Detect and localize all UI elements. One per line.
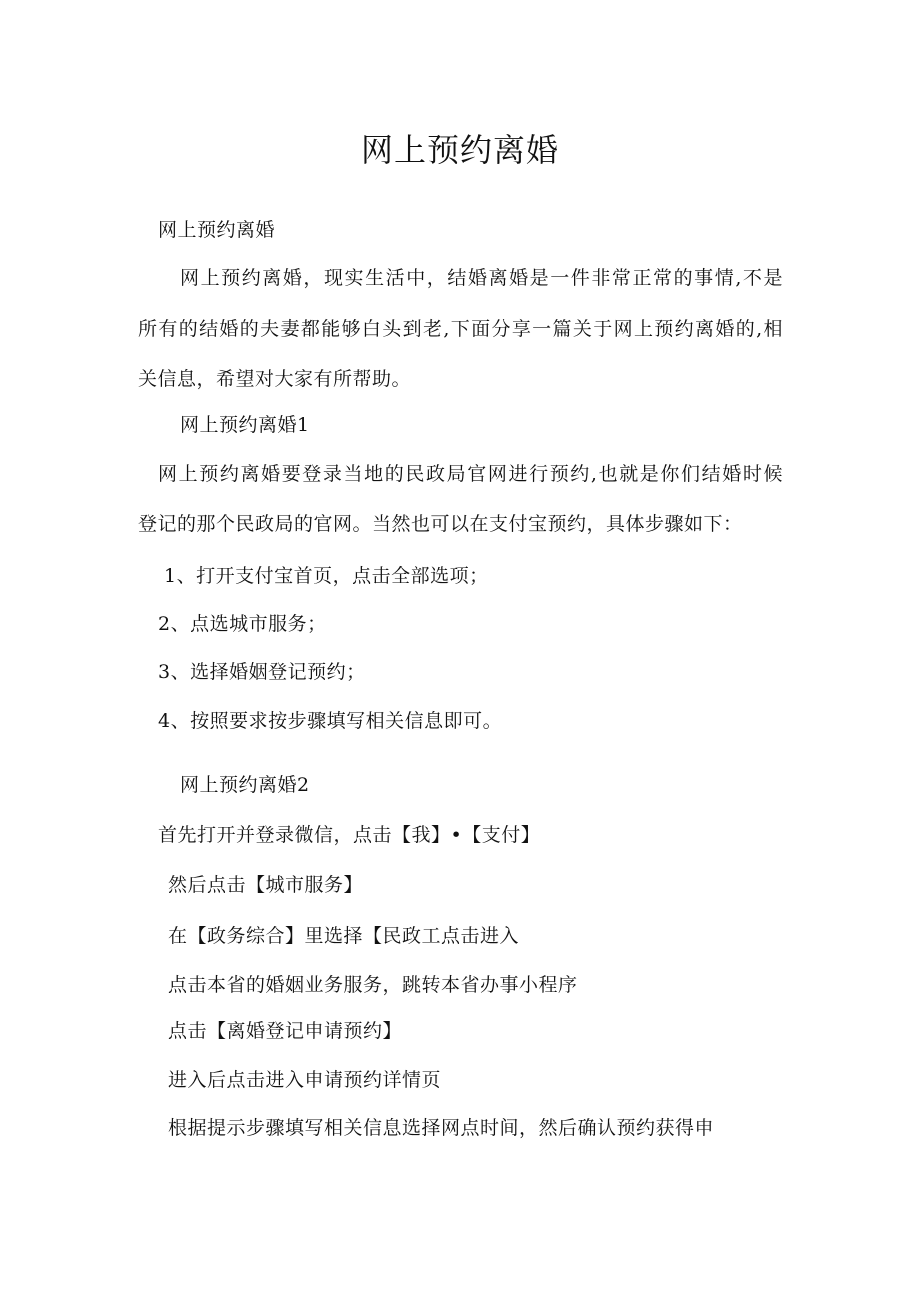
intro-line-3: 关信息，希望对大家有所帮助。 [138,368,412,390]
intro-line-2: 所有的结婚的夫妻都能够白头到老,下面分享一篇关于网上预约离婚的,相 [138,318,783,340]
section2-line: 进入后点击进入申请预约详情页 [168,1069,442,1091]
section2-line: 点击【离婚登记申请预约】 [168,1020,403,1042]
section2-line: 根据提示步骤填写相关信息选择网点时间，然后确认预约获得申 [168,1117,715,1139]
section2-line: 点击本省的婚姻业务服务，跳转本省办事小程序 [168,974,578,996]
section2-line: 在【政务综合】里选择【民政工点击进入 [168,925,520,947]
section1-para-line-1: 网上预约离婚要登录当地的民政局官网进行预约,也就是你们结婚时候 [158,463,783,485]
list-item: 4、按照要求按步骤填写相关信息即可。 [158,710,503,732]
section2-line: 然后点击【城市服务】 [168,874,364,896]
section1-heading: 网上预约离婚1 [180,414,310,436]
list-item: 1、打开支付宝首页，点击全部选项； [164,565,489,587]
section2-line: 首先打开并登录微信，点击【我】•【支付】 [158,824,541,846]
section2-heading: 网上预约离婚2 [180,774,310,796]
list-item: 2、点选城市服务； [158,613,327,635]
intro-line-1: 网上预约离婚，现实生活中，结婚离婚是一件非常正常的事情,不是 [180,267,783,289]
document-title: 网上预约离婚 [360,131,559,169]
list-item: 3、选择婚姻登记预约； [158,661,366,683]
section1-para-line-2: 登记的那个民政局的官网。当然也可以在支付宝预约，具体步骤如下： [138,513,743,535]
subtitle: 网上预约离婚 [158,219,276,241]
